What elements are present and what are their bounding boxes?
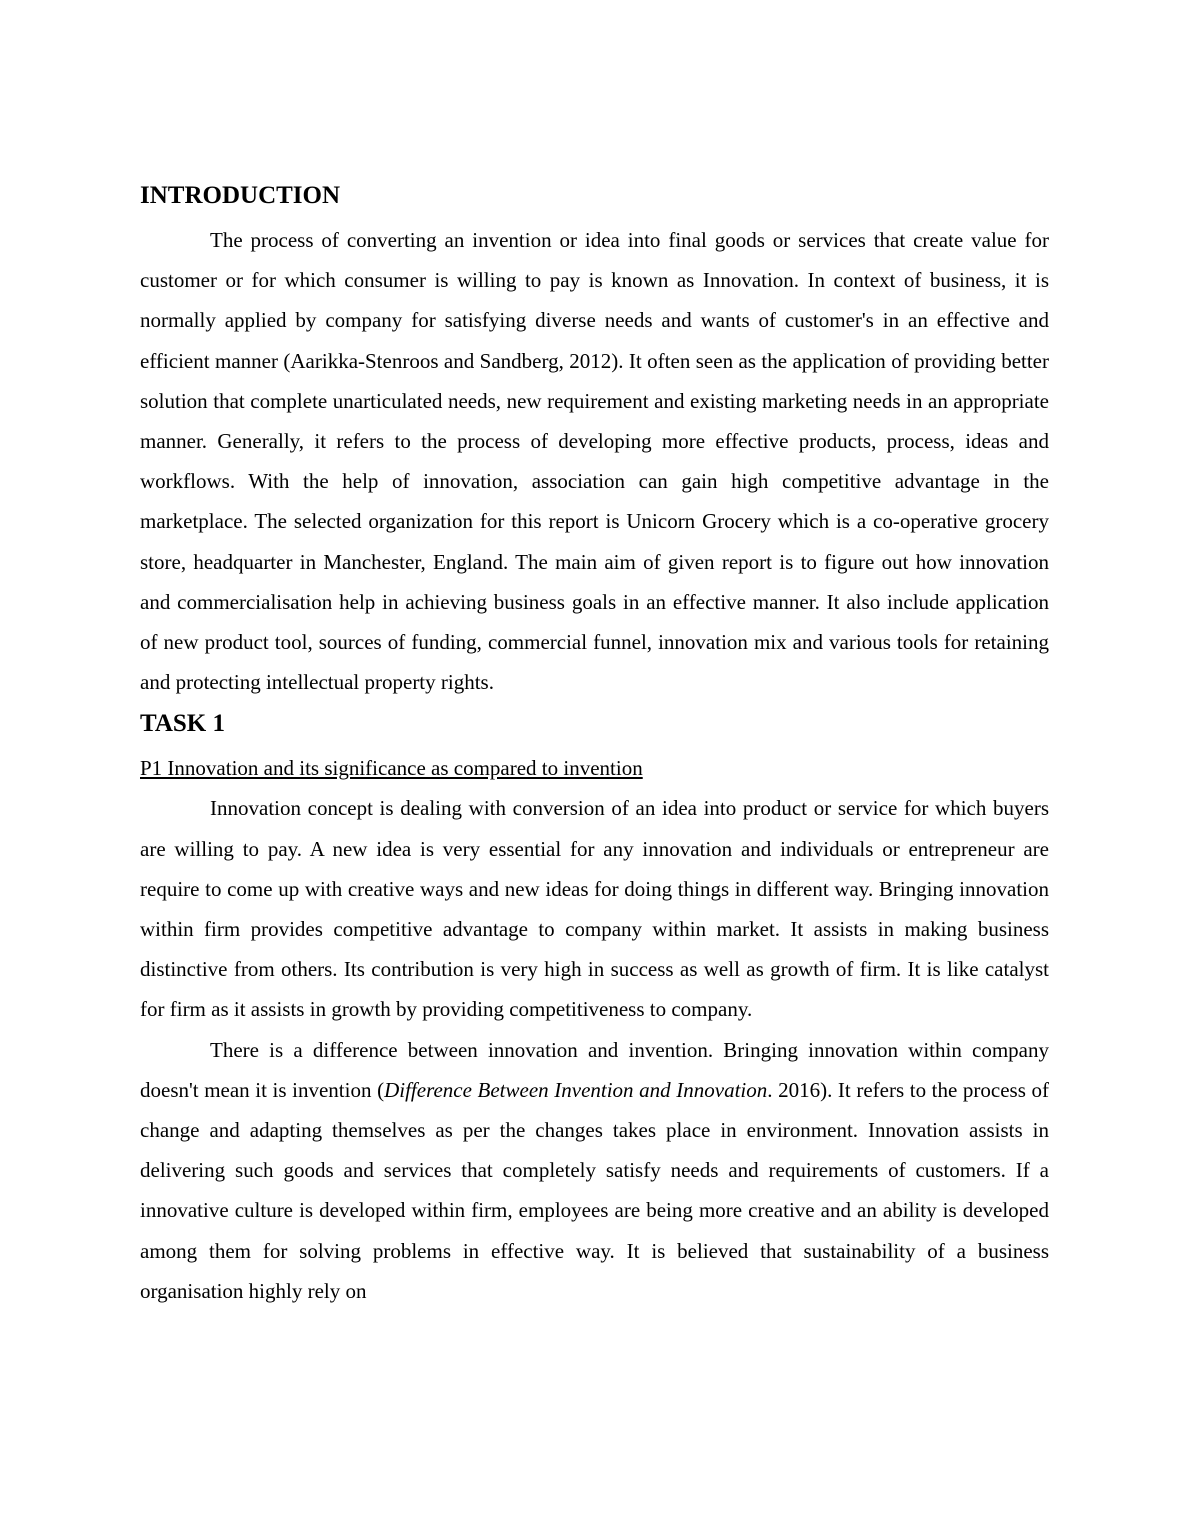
document-page — [140, 178, 1049, 1311]
task-1-paragraph-2 — [140, 1030, 1049, 1311]
p1-subheading: P1 Innovation and its significance as compared to invention — [140, 756, 643, 781]
introduction-paragraph: The process of converting an invention or idea into final goods or services that create value for customer or for which consumer is willing to pay is known as Innovation. In context of business, it is normally applied by company for satisfying diverse needs and wants of customer's in an effective and efficient manner (Aarikka-Stenroos and Sandberg, 2012). It often seen as the application of providing better solution that complete unarticulated needs, new requirement and existing marketing needs in an appropriate manner. Generally, it refers to the process of developing more effective products, process, ideas and workflows. With the help of innovation, association can gain high competitive advantage in the marketplace. The selected organization for this report is Unicorn Grocery which is a co-operative grocery store, headquarter in Manchester, England. The main aim of given report is to figure out how innovation and commercialisation help in achieving business goals in an effective manner. It also include application of new product tool, sources of funding, commercial funnel, innovation mix and various tools for retaining and protecting intellectual property rights. — [140, 228, 1049, 695]
paragraph-2-text-after-citation: . 2016). It refers to the process of change and adapting themselves as per the changes takes place in environment. Innovation assists in delivering such goods and services that completely satisfy needs and requirements of customers. If a innovative culture is developed within firm, employees are being more creative and an ability is developed among them for solving problems in effective way. It is believed that sustainability of a business organisation highly rely on — [140, 1077, 1049, 1303]
task-1-heading: TASK 1 — [140, 710, 225, 738]
introduction-heading: INTRODUCTION — [140, 182, 341, 209]
paragraph-2-text-before-citation: There is a difference between innovation and invention. Bringing innovation within company doesn't mean it is invention ( — [140, 1037, 1049, 1102]
task-1-paragraph-1: Innovation concept is dealing with conversion of an idea into product or service for which buyers are willing to pay. A new idea is very essential for any innovation and individuals or entrepreneur are require to come up with creative ways and new ideas for doing things in different way. Bringing innovation within firm provides competitive advantage to company within market. It assists in making business distinctive from others. Its contribution is very high in success as well as growth of firm. It is like catalyst for firm as it assists in growth by providing competitiveness to company. — [140, 796, 1049, 1022]
citation-title: Difference Between Invention and Innovation — [384, 1077, 768, 1102]
